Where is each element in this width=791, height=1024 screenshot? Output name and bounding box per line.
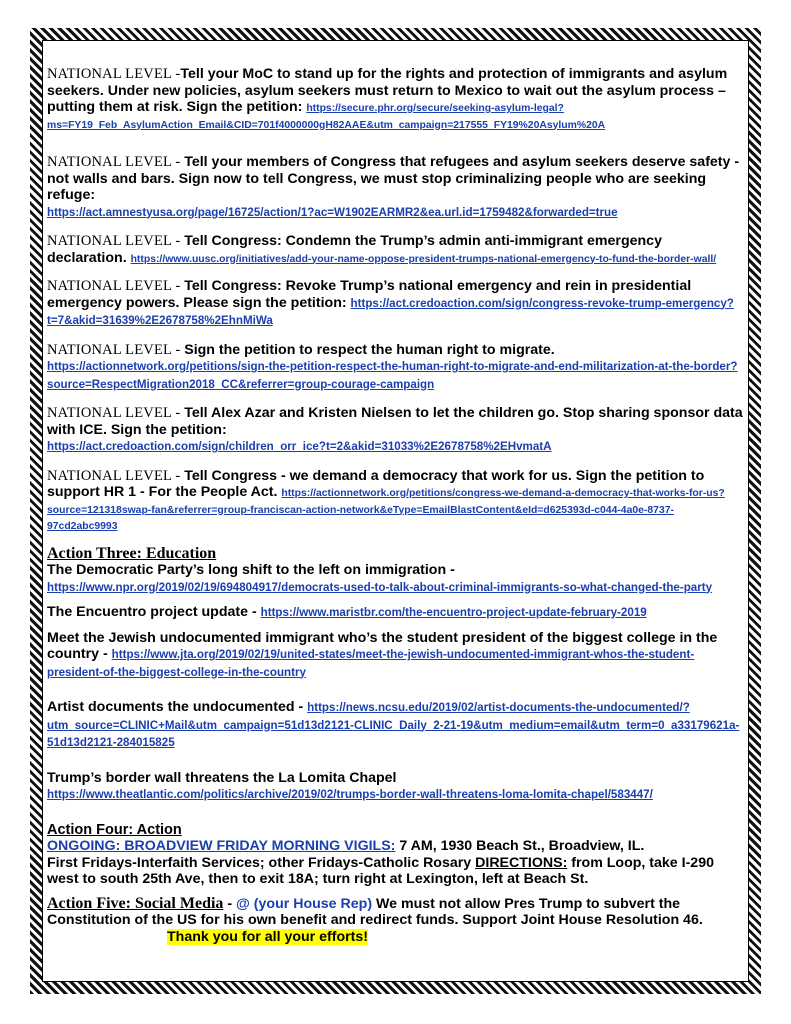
entry-text: The Democratic Party’s long shift to the left on immigration - [47,562,455,578]
action-item [47,66,743,132]
education-entry [47,770,743,804]
level-label: NATIONAL LEVEL - [47,66,181,82]
item-text: Tell Alex Azar and Kristen Nielsen to let the children go. Stop sharing sponsor data with ICE. Sign the petition: [47,405,743,438]
house-rep-handle[interactable]: @ (your House Rep) [236,895,373,912]
level-label: NATIONAL LEVEL - [47,278,185,294]
action-five-heading: Action Five: Social Media [47,894,224,912]
action-five-text: We must not allow Pres Trump to subvert the Constitution of the US for his own benefit and redirect funds. Support Joint House Resolution 46. [47,895,703,928]
education-entry [47,699,743,752]
entry-text: The Encuentro project update - [47,604,261,620]
action-item [47,233,743,266]
action-four-block [47,822,743,888]
action-item [47,278,743,330]
article-link[interactable]: https://www.npr.org/2019/02/19/694804917/democrats-used-to-talk-about-criminal-immigrants-so-what-changed-the-party [47,580,713,594]
entry-text: Artist documents the undocumented - [47,699,308,715]
item-text: Tell Congress: Revoke Trump’s national emergency and rein in presidential emergency powers. Please sign the petition: [47,278,692,311]
vigil-link[interactable]: ONGOING: BROADVIEW FRIDAY MORNING VIGILS: [47,838,396,854]
action-item [47,405,743,456]
article-link[interactable]: https://www.jta.org/2019/02/19/united-states/meet-the-jewish-undocumented-immigrant-whos-the-student-president-of-the-biggest-college-in-the-country [47,648,695,679]
article-link[interactable]: https://www.maristbr.com/the-encuentro-project-update-february-2019 [260,606,647,619]
action-four-heading: Action Four: Action [47,821,182,838]
action-item [47,468,743,534]
page-content [47,66,743,957]
article-link[interactable]: https://www.theatlantic.com/politics/archive/2019/02/trumps-border-wall-threatens-loma-lomita-chapel/583447/ [47,788,653,801]
education-entry [47,562,743,596]
action-five-block [47,896,743,946]
item-text: Tell your members of Congress that refugees and asylum seekers deserve safety - not walls and bars. Sign now to tell Congress, we must stop criminalizing people who are seeking refuge: [47,154,740,203]
petition-link[interactable]: https://act.amnestyusa.org/page/16725/action/1?ac=W1902EARMR2&ea.url.id=1759482&forwarded=true [47,205,618,219]
item-text: Tell Congress - we demand a democracy that work for us. Sign the petition to support HR 1 - For the People Act. [47,467,705,500]
level-label: NATIONAL LEVEL - [47,405,185,421]
entry-text: Meet the Jewish undocumented immigrant who’s the student president of the biggest college in the country - [47,629,718,662]
thanks-highlight: Thank you for all your efforts! [167,928,369,945]
education-heading: Action Three: Education [47,544,217,562]
item-text: Sign the petition to respect the human right to migrate. [184,341,555,358]
vigil-services: First Fridays-Interfaith Services; other Fridays-Catholic Rosary [47,854,476,871]
petition-link[interactable]: https://actionnetwork.org/petitions/congress-we-demand-a-democracy-that-works-for-us?source=121318swap-fan&referrer=group-franciscan-action-network&eType=EmailBlastContent&eId=d625393d-c044-4a0e-8737-97cd2abc9993 [47,488,725,532]
education-entry [47,630,743,682]
directions-text: from Loop, take I-290 west to south 25th Ave, then to exit 18A; turn right at Lexington, left at Beach St. [47,854,714,887]
petition-link[interactable]: https://act.credoaction.com/sign/congress-revoke-trump-emergency?t=7&akid=31639%2E2678758%2EhnMiWa [47,296,734,327]
directions-label: DIRECTIONS: [475,854,568,871]
article-link[interactable]: https://news.ncsu.edu/2019/02/artist-documents-the-undocumented/?utm_source=CLINIC+Mail&utm_campaign=51d13d2121-CLINIC_Daily_2-21-19&utm_medium=email&utm_term=0_a33179621a-51d13d2121-284015825 [47,701,740,749]
petition-link[interactable]: https://secure.phr.org/secure/seeking-asylum-legal?ms=FY19_Feb_AsylumAction_Email&CID=701f4000000gH82AAE&utm_campaign=217555_FY19%20Asylum%20A [47,103,606,131]
vigil-time: 7 AM, 1930 Beach St., Broadview, IL. [395,838,645,854]
petition-link[interactable]: https://www.uusc.org/initiatives/add-your-name-oppose-president-trumps-national-emergency-to-fund-the-border-wall/ [130,253,717,265]
action-item [47,154,743,221]
level-label: NATIONAL LEVEL - [47,154,185,170]
item-text: Tell Congress: Condemn the Trump’s admin anti-immigrant emergency declaration. [47,233,662,266]
level-label: NATIONAL LEVEL - [47,341,185,358]
education-entry [47,604,743,622]
level-label: NATIONAL LEVEL - [47,233,185,249]
petition-link[interactable]: https://act.credoaction.com/sign/children_orr_ice?t=2&akid=31033%2E2678758%2EHvmatA [47,440,552,453]
action-item [47,342,743,394]
petition-link[interactable]: https://actionnetwork.org/petitions/sign-the-petition-respect-the-human-right-to-migrate-and-end-militarization-at-the-border?source=RespectMigration2018_CC&referrer=group-courage-campaign [47,360,738,391]
level-label: NATIONAL LEVEL - [47,467,185,484]
dash: - [223,895,237,912]
item-text: Tell your MoC to stand up for the rights and protection of immigrants and asylum seekers. Under new policies, asylum seekers must return to Mexico to wait out the asylum process – putting them at risk. Sign the petition: [47,66,728,115]
entry-text: Trump’s border wall threatens the La Lomita Chapel [47,769,397,786]
